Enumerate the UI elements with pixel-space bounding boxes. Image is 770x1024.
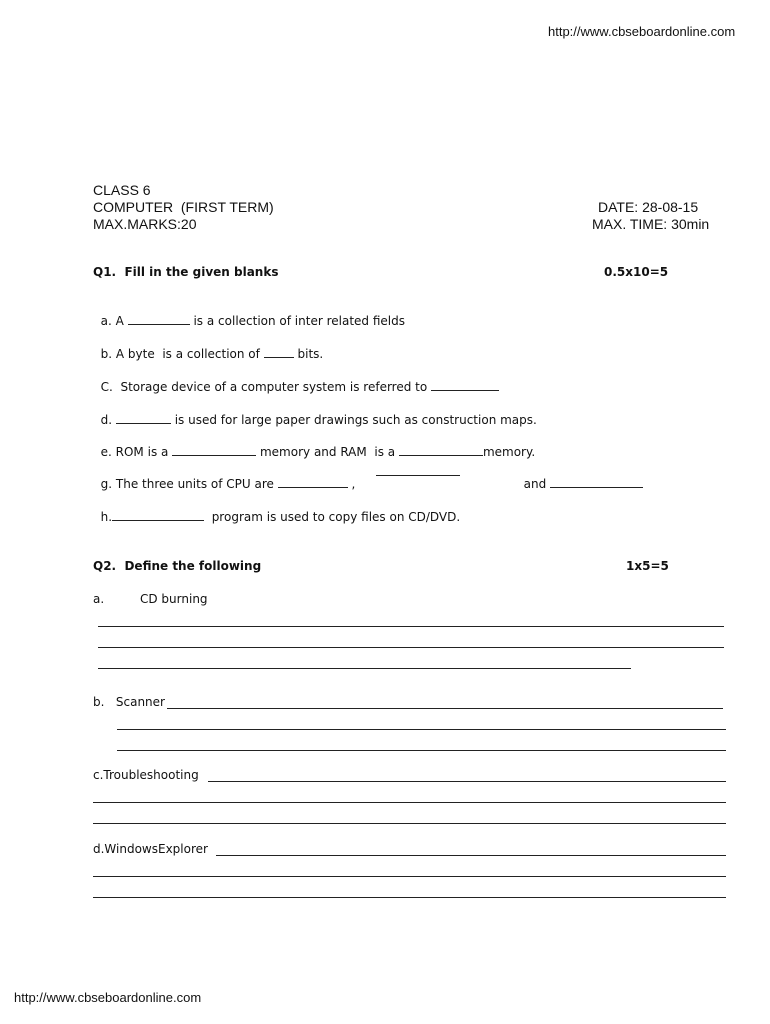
- answer-line-a3: [98, 668, 631, 669]
- blank-b: [264, 345, 294, 358]
- answer-line-d3: [93, 897, 726, 898]
- q1-h-pre: h.: [100, 510, 113, 524]
- q2-d-label: d.WindowsExplorer: [93, 842, 208, 856]
- q1-g-comma: ,: [347, 477, 356, 491]
- q1-marks: 0.5x10=5: [604, 265, 669, 279]
- blank-e2: [399, 443, 483, 456]
- q1-item-h: [93, 494, 460, 524]
- q1-g-and: and: [523, 477, 551, 491]
- max-time: MAX. TIME: 30min: [592, 216, 710, 232]
- q1-item-e: [93, 429, 535, 459]
- blank-g3: [550, 475, 643, 488]
- subject-label: COMPUTER (FIRST TERM): [93, 199, 274, 215]
- blank-g2: [376, 463, 460, 476]
- answer-line-d2: [93, 876, 726, 877]
- q2-b-label: b. Scanner: [93, 695, 165, 709]
- q1-title: Q1. Fill in the given blanks: [93, 265, 279, 279]
- q1-d-post: is used for large paper drawings such as construction maps.: [170, 413, 537, 427]
- q1-item-a: [93, 298, 405, 328]
- answer-line-c3: [93, 823, 726, 824]
- blank-g1: [278, 475, 348, 488]
- max-marks: MAX.MARKS:20: [93, 216, 197, 232]
- q1-g-and-wrap: [516, 461, 643, 491]
- blank-e1: [172, 443, 256, 456]
- q2-title: Q2. Define the following: [93, 559, 262, 573]
- q1-item-d: [93, 397, 537, 427]
- q1-e-post: memory.: [482, 445, 536, 459]
- blank-a: [128, 312, 190, 325]
- answer-line-b1: [167, 708, 723, 709]
- answer-line-a1: [98, 626, 724, 627]
- blank-c: [431, 378, 499, 391]
- q2-a-term: CD burning: [140, 592, 208, 606]
- q1-item-g: [93, 461, 355, 491]
- answer-line-c1: [208, 781, 726, 782]
- q2-c-label: c.Troubleshooting: [93, 768, 199, 782]
- blank-d: [116, 411, 171, 424]
- answer-line-b3: [117, 750, 726, 751]
- q1-d-pre: d.: [100, 413, 116, 427]
- q2-a-letter: a.: [93, 592, 105, 606]
- exam-date: DATE: 28-08-15: [598, 199, 699, 215]
- answer-line-d1: [216, 855, 726, 856]
- answer-line-b2: [117, 729, 726, 730]
- q1-item-b: [93, 331, 323, 361]
- q1-g-pre: g. The three units of CPU are: [100, 477, 278, 491]
- answer-line-c2: [93, 802, 726, 803]
- header-url: http://www.cbseboardonline.com: [548, 24, 736, 39]
- q2-marks: 1x5=5: [626, 559, 669, 573]
- q1-e-mid: memory and RAM is a: [256, 445, 399, 459]
- q1-h-post: program is used to copy files on CD/DVD.: [204, 510, 461, 524]
- blank-h: [112, 508, 204, 521]
- answer-line-a2: [98, 647, 724, 648]
- q1-a-post: is a collection of inter related fields: [189, 314, 405, 328]
- q1-a-pre: a. A: [100, 314, 128, 328]
- q1-b-pre: b. A byte is a collection of: [100, 347, 264, 361]
- q1-c-pre: C. Storage device of a computer system is referred to: [100, 380, 432, 394]
- class-label: CLASS 6: [93, 182, 151, 198]
- q1-e-pre: e. ROM is a: [100, 445, 173, 459]
- footer-url: http://www.cbseboardonline.com: [14, 990, 202, 1005]
- q1-item-c: [93, 364, 499, 394]
- q1-b-post: bits.: [293, 347, 324, 361]
